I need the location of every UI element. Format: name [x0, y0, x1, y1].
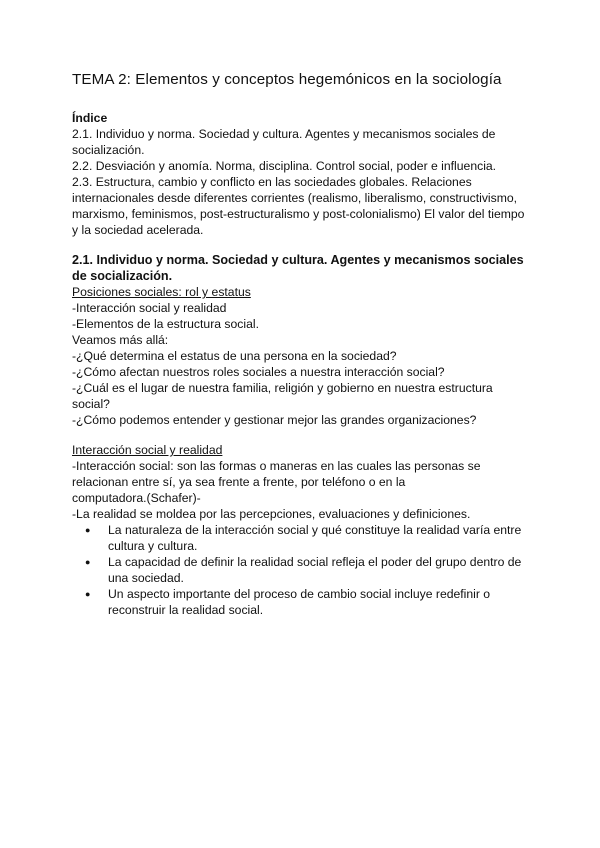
section-subheading: Posiciones sociales: rol y estatus [72, 285, 251, 299]
text-line: -Interacción social: son las formas o maneras en las cuales las personas se relacionan entre sí, ya sea frente a frente, por teléfono o en la [72, 459, 481, 489]
bullet-list [72, 522, 532, 618]
document-title: TEMA 2: Elementos y conceptos hegemónicos en la sociología [72, 71, 502, 88]
text-line: Veamos más allá: [72, 333, 169, 347]
index-section [72, 110, 532, 238]
section-2-1 [72, 252, 532, 428]
bullet-item: ● La naturaleza de la interacción social y qué constituye la realidad varía entre cultura y cultura. [72, 522, 532, 554]
index-item: 2.3. Estructura, cambio y conflicto en las sociedades globales. Relaciones internacionales desde diferentes corrientes (realismo, liberalismo, constructivismo, marxismo, feminismos, post-estructuralismo y post-colonialismo) El valor del tiempo y la sociedad acelerada. [72, 175, 525, 237]
text-line: -¿Cómo podemos entender y gestionar mejor las grandes organizaciones? [72, 413, 477, 427]
text-line: -Interacción social y realidad [72, 301, 227, 315]
index-item: 2.2. Desviación y anomía. Norma, disciplina. Control social, poder e influencia. [72, 159, 497, 173]
bullet-item: ● La capacidad de definir la realidad social refleja el poder del grupo dentro de una sociedad. [72, 554, 532, 586]
text-line: -¿Cuál es el lugar de nuestra familia, religión y gobierno en nuestra estructura social? [72, 381, 493, 411]
text-line: -Elementos de la estructura social. [72, 317, 259, 331]
text-line: -¿Qué determina el estatus de una persona en la sociedad? [72, 349, 397, 363]
text-line: -La realidad se moldea por las percepciones, evaluaciones y definiciones. [72, 507, 471, 521]
section-subheading: Interacción social y realidad [72, 443, 223, 457]
section-heading: 2.1. Individuo y norma. Sociedad y cultura. Agentes y mecanismos sociales de socialización. [72, 253, 524, 283]
text-line: -¿Cómo afectan nuestros roles sociales a nuestra interacción social? [72, 365, 445, 379]
index-item: 2.1. Individuo y norma. Sociedad y cultura. Agentes y mecanismos sociales de socialización. [72, 127, 496, 157]
bullet-item: ● Un aspecto importante del proceso de cambio social incluye redefinir o reconstruir la realidad social. [72, 586, 532, 618]
document-content [72, 70, 532, 618]
interaction-section [72, 442, 532, 618]
index-heading: Índice [72, 111, 108, 125]
text-line: computadora.(Schafer)- [72, 491, 201, 505]
